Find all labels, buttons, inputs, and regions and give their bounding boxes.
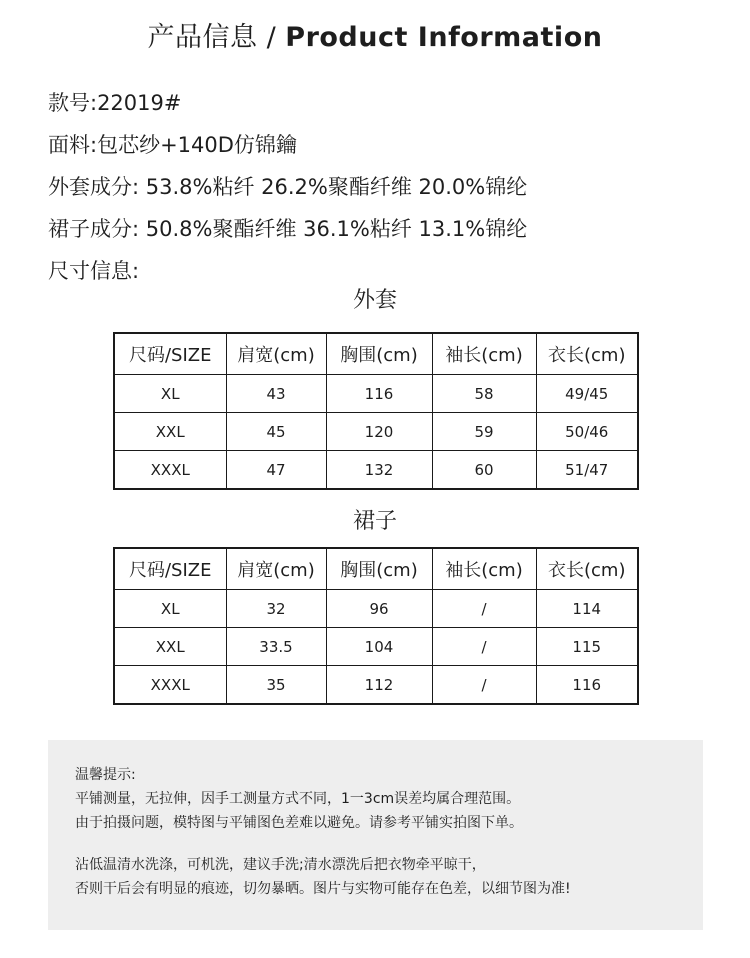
table-cell: 51/47	[536, 451, 638, 490]
jacket-table-title: 外套	[352, 288, 397, 313]
column-header: 胸围(cm)	[326, 333, 432, 375]
table-cell: /	[432, 666, 536, 705]
title-chinese: 产品信息	[147, 22, 258, 53]
table-row	[114, 666, 638, 705]
notice-heading: 温馨提示:	[75, 767, 136, 783]
table-cell: 35	[226, 666, 326, 705]
table-header-row	[114, 548, 638, 590]
skirt-table-title: 裙子	[352, 509, 397, 534]
table-row	[114, 451, 638, 490]
table-cell: 112	[326, 666, 432, 705]
table-cell: XXXL	[114, 666, 226, 705]
table-cell: 132	[326, 451, 432, 490]
size-info-label: 尺寸信息:	[48, 259, 140, 283]
care-notice-text	[75, 763, 571, 901]
table-row	[114, 375, 638, 413]
table-cell: 96	[326, 590, 432, 628]
table-cell: /	[432, 590, 536, 628]
table-cell: XXL	[114, 628, 226, 666]
table-header-row	[114, 333, 638, 375]
table-cell: 120	[326, 413, 432, 451]
column-header: 袖长(cm)	[432, 548, 536, 590]
notice-spacer	[75, 835, 571, 853]
table-cell: 114	[536, 590, 638, 628]
jacket-size-table	[113, 332, 639, 490]
table-cell: 59	[432, 413, 536, 451]
column-header: 尺码/SIZE	[114, 548, 226, 590]
table-cell: XXL	[114, 413, 226, 451]
table-cell: 58	[432, 375, 536, 413]
table-cell: 104	[326, 628, 432, 666]
table-cell: 49/45	[536, 375, 638, 413]
table-row	[114, 590, 638, 628]
column-header: 肩宽(cm)	[226, 333, 326, 375]
table-cell: /	[432, 628, 536, 666]
title-separator: /	[257, 22, 286, 53]
jacket-composition: 外套成分: 53.8%粘纤 26.2%聚酯纤维 20.0%锦纶	[48, 175, 528, 199]
page-title	[0, 18, 750, 58]
table-cell: 116	[536, 666, 638, 705]
style-number: 款号:22019#	[48, 91, 182, 115]
table-cell: 47	[226, 451, 326, 490]
table-cell: 43	[226, 375, 326, 413]
table-row	[114, 628, 638, 666]
column-header: 袖长(cm)	[432, 333, 536, 375]
notice-washing-line: 沾低温清水洗涤，可机洗，建议手洗;清水漂洗后把衣物牵平晾干，	[75, 857, 486, 873]
table-cell: 50/46	[536, 413, 638, 451]
skirt-size-table	[113, 547, 639, 705]
notice-measurement-line: 平铺测量，无拉伸，因手工测量方式不同，1一3cm误差均属合理范围。	[75, 791, 521, 807]
table-row	[114, 413, 638, 451]
fabric-info: 面料:包芯纱+140D仿锦鑰	[48, 133, 297, 157]
column-header: 尺码/SIZE	[114, 333, 226, 375]
column-header: 衣长(cm)	[536, 548, 638, 590]
column-header: 肩宽(cm)	[226, 548, 326, 590]
skirt-composition: 裙子成分: 50.8%聚酯纤维 36.1%粘纤 13.1%锦纶	[48, 217, 528, 241]
column-header: 衣长(cm)	[536, 333, 638, 375]
column-header: 胸围(cm)	[326, 548, 432, 590]
care-notice-box	[48, 740, 703, 930]
table-cell: XXXL	[114, 451, 226, 490]
table-cell: 33.5	[226, 628, 326, 666]
table-cell: 116	[326, 375, 432, 413]
product-specs	[48, 82, 527, 292]
notice-disclaimer-line: 否则干后会有明显的痕迹，切勿暴晒。图片与实物可能存在色差，以细节图为准!	[75, 881, 571, 897]
table-cell: 60	[432, 451, 536, 490]
table-cell: 45	[226, 413, 326, 451]
notice-color-line: 由于拍摄问题，模特图与平铺图色差难以避免。请参考平铺实拍图下单。	[75, 815, 523, 831]
table-cell: 115	[536, 628, 638, 666]
title-english: Product Information	[285, 22, 603, 53]
table-cell: XL	[114, 375, 226, 413]
table-cell: XL	[114, 590, 226, 628]
table-cell: 32	[226, 590, 326, 628]
